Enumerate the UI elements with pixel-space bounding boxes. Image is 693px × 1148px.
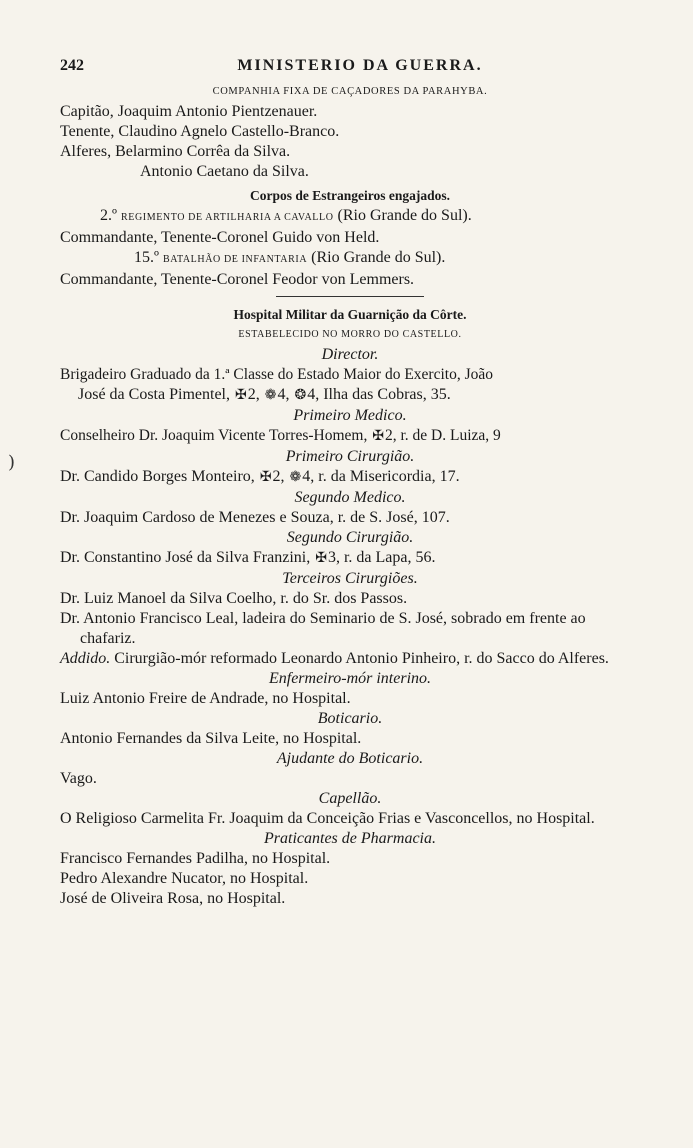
primeiro-cirurgiao-name: Dr. Candido Borges Monteiro, — [60, 468, 255, 485]
batalhao-line — [60, 248, 640, 270]
director-line: Brigadeiro Graduado da 1.ª Classe do Estado Maior do Exercito, João — [60, 366, 494, 383]
batalhao-number: 15.º — [134, 249, 159, 266]
cross-icon: ✠ — [259, 470, 272, 485]
regimento-name: REGIMENTO DE ARTILHARIA A CAVALLO — [120, 212, 334, 223]
role-heading: Enfermeiro-mór interino. — [268, 670, 432, 687]
segundo-cirurgiao-name: Dr. Constantino José da Silva Franzini, — [60, 549, 311, 566]
cross-icon: ✠ — [234, 388, 247, 403]
role-heading: Primeiro Medico. — [293, 407, 407, 424]
order-grade: 2, — [247, 386, 260, 403]
primeiro-cirurgiao-line — [60, 467, 640, 488]
companhia-line: Alferes, Belarmino Corrêa da Silva. — [60, 143, 291, 160]
ajudante-line: Vago. — [60, 770, 97, 787]
batalhao-commander: Commandante, Tenente-Coronel Feodor von Lemmers. — [60, 271, 415, 288]
addido-line — [60, 649, 640, 669]
primeiro-cirurgiao-address: 4, r. da Misericordia, 17. — [302, 468, 460, 485]
role-heading: Primeiro Cirurgião. — [285, 448, 415, 465]
regimento-line — [60, 206, 640, 228]
running-title: MINISTERIO DA GUERRA. — [237, 57, 483, 74]
role-heading: Ajudante do Boticario. — [276, 750, 424, 767]
praticante-line: Pedro Alexandre Nucator, no Hospital. — [60, 870, 309, 887]
order-grade: 2, — [272, 468, 285, 485]
hospital-subtitle: ESTABELECIDO NO MORRO DO CASTELLO. — [238, 329, 462, 340]
addido-label: Addido. — [60, 650, 111, 667]
enfermeiro-line: Luiz Antonio Freire de Andrade, no Hospital. — [60, 690, 351, 707]
director-line — [60, 385, 640, 406]
role-heading: Director. — [321, 346, 379, 363]
segundo-cirurgiao-address: 3, r. da Lapa, 56. — [327, 549, 436, 566]
role-heading: Praticantes de Pharmacia. — [264, 830, 436, 847]
role-heading: Segundo Cirurgião. — [286, 529, 414, 546]
companhia-line: Capitão, Joaquim Antonio Pientzenauer. — [60, 103, 318, 120]
role-heading: Segundo Medico. — [294, 489, 406, 506]
section-divider — [276, 296, 424, 297]
primeiro-medico-name: Conselheiro Dr. Joaquim Vicente Torres-Homem, — [60, 427, 368, 444]
star-icon: ❂ — [294, 388, 307, 403]
batalhao-name: BATALHÃO DE INFANTARIA — [162, 254, 308, 265]
primeiro-medico-address: 2, r. de D. Luiza, 9 — [384, 427, 501, 444]
segundo-cirurgiao-line — [60, 548, 640, 569]
estrangeiros-title: Corpos de Estrangeiros engajados. — [249, 188, 450, 203]
page-number: 242 — [60, 57, 84, 74]
companhia-title: COMPANHIA FIXA DE CAÇADORES DA PARAHYBA. — [212, 86, 488, 97]
regimento-number: 2.º — [100, 207, 117, 224]
document-page — [60, 56, 640, 909]
terceiro-cirurgiao-line: Dr. Luiz Manoel da Silva Coelho, r. do Sr. dos Passos. — [60, 590, 408, 607]
addido-text: Cirurgião-mór reformado Leonardo Antonio Pinheiro, r. do Sacco do Alferes. — [114, 650, 609, 667]
regimento-commander: Commandante, Tenente-Coronel Guido von Held. — [60, 229, 380, 246]
role-heading: Capellão. — [318, 790, 382, 807]
praticante-line: José de Oliveira Rosa, no Hospital. — [60, 890, 286, 907]
capellao-line: O Religioso Carmelita Fr. Joaquim da Conceição Frias e Vasconcellos, no Hospital. — [60, 810, 595, 827]
role-heading: Terceiros Cirurgiões. — [282, 570, 418, 587]
batalhao-place: (Rio Grande do Sul). — [311, 249, 446, 266]
companhia-line: Antonio Caetano da Silva. — [140, 163, 309, 180]
order-grade: 4, — [277, 386, 290, 403]
rose-icon: ❁ — [289, 470, 302, 485]
segundo-medico-line: Dr. Joaquim Cardoso de Menezes e Souza, r. de S. José, 107. — [60, 509, 450, 526]
role-heading: Boticario. — [317, 710, 383, 727]
page-header — [60, 56, 640, 82]
rose-icon: ❁ — [264, 388, 277, 403]
boticario-line: Antonio Fernandes da Silva Leite, no Hospital. — [60, 730, 362, 747]
cross-icon: ✠ — [315, 551, 327, 566]
regimento-place: (Rio Grande do Sul). — [337, 207, 472, 224]
terceiro-cirurgiao-line: Dr. Antonio Francisco Leal, ladeira do Seminario de S. José, sobrado em frente ao chafariz. — [60, 610, 586, 647]
director-name: José da Costa Pimentel, — [78, 386, 230, 403]
hospital-title: Hospital Militar da Guarnição da Côrte. — [233, 307, 467, 322]
primeiro-medico-line — [60, 426, 640, 447]
cross-icon: ✠ — [372, 429, 384, 444]
margin-mark: ) — [8, 452, 16, 473]
companhia-line: Tenente, Claudino Agnelo Castello-Branco. — [60, 123, 340, 140]
praticante-line: Francisco Fernandes Padilha, no Hospital. — [60, 850, 331, 867]
director-address: 4, Ilha das Cobras, 35. — [307, 386, 451, 403]
